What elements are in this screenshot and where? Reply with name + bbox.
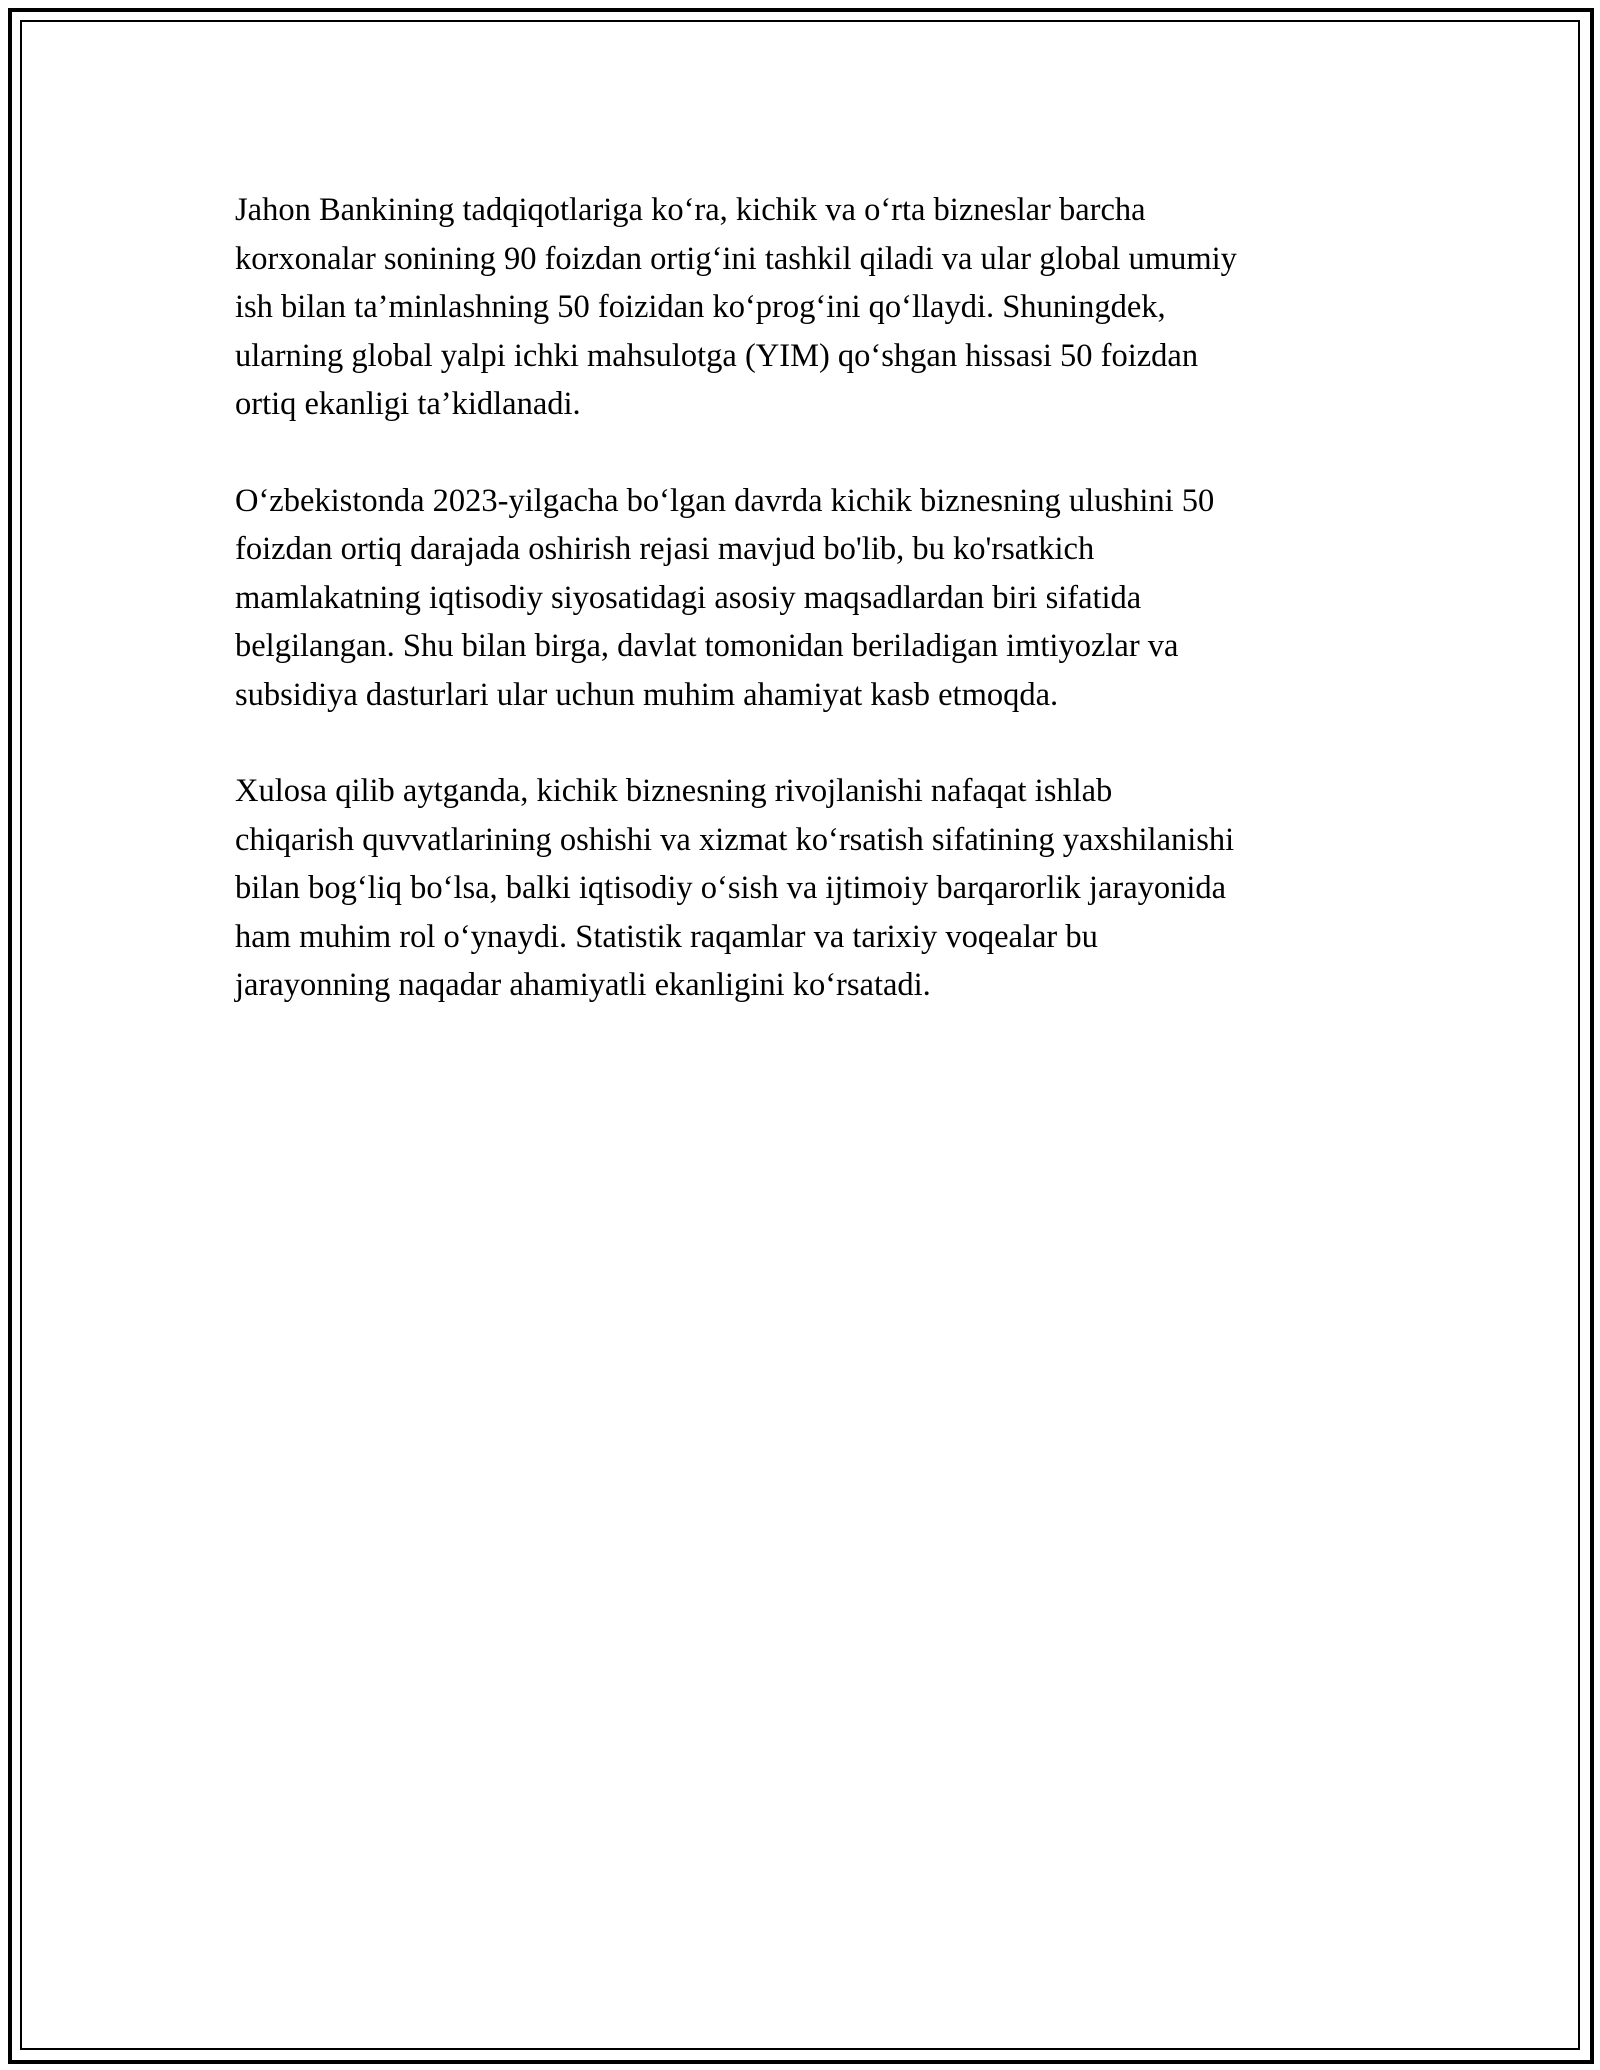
text-line: Jahon Bankining tadqiqotlariga ko‘ra, kichik va o‘rta bizneslar barcha (235, 192, 1146, 228)
text-line: mamlakatning iqtisodiy siyosatidagi asosiy maqsadlardan biri sifatida (235, 579, 1142, 616)
text-line: foizdan ortiq darajada oshirish rejasi mavjud bo'lib, bu ko'rsatkich (235, 531, 1095, 567)
text-line: ortiq ekanligi ta’kidlanadi. (235, 386, 581, 422)
text-line: belgilangan. Shu bilan birga, davlat tomonidan beriladigan imtiyozlar va (235, 628, 1179, 664)
text-line: chiqarish quvvatlarining oshishi va xizmat ko‘rsatish sifatining yaxshilanishi (235, 821, 1235, 858)
document-body (235, 186, 1385, 1058)
text-line: ularning global yalpi ichki mahsulotga (YIM) qo‘shgan hissasi 50 foizdan (235, 337, 1199, 374)
paragraph-2 (235, 477, 1385, 720)
text-line: subsidiya dasturlari ular uchun muhim ahamiyat kasb etmoqda. (235, 676, 1059, 713)
text-line: jarayonning naqadar ahamiyatli ekanligini ko‘rsatadi. (235, 967, 931, 1003)
paragraph-1 (235, 186, 1385, 429)
text-line: korxonalar sonining 90 foizdan ortig‘ini tashkil qiladi va ular global umumiy (235, 240, 1237, 277)
text-line: bilan bog‘liq bo‘lsa, balki iqtisodiy o‘sish va ijtimoiy barqarorlik jarayonida (235, 870, 1227, 906)
text-line: O‘zbekistonda 2023-yilgacha bo‘lgan davrda kichik biznesning ulushini 50 (235, 482, 1215, 519)
text-line: ham muhim rol o‘ynaydi. Statistik raqamlar va tarixiy voqealar bu (235, 918, 1098, 955)
text-line: ish bilan ta’minlashning 50 foizidan ko‘prog‘ini qo‘llaydi. Shuningdek, (235, 289, 1166, 325)
text-line: Xulosa qilib aytganda, kichik biznesning rivojlanishi nafaqat ishlab (235, 773, 1113, 809)
paragraph-3 (235, 767, 1385, 1010)
